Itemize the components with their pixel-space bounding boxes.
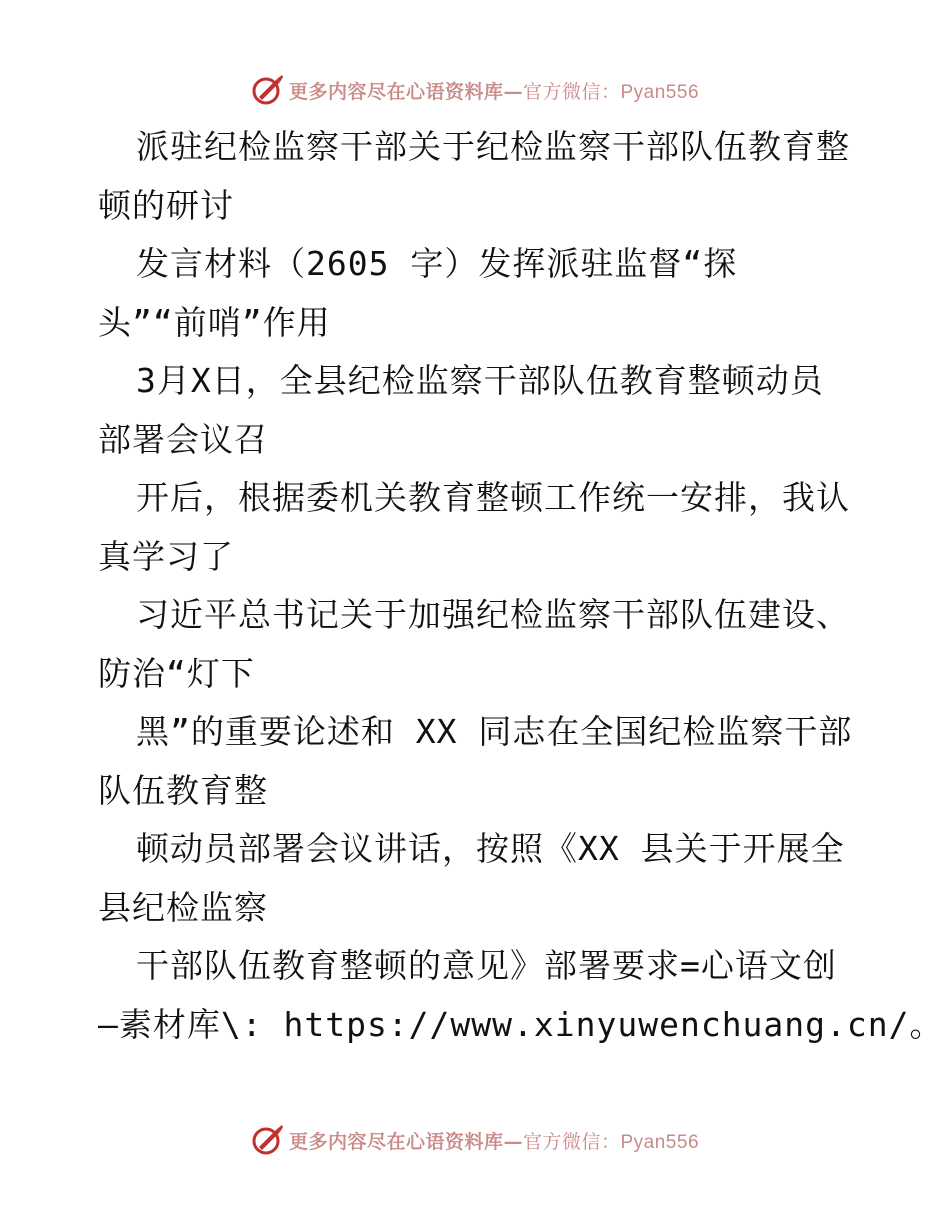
document-line: 黑”的重要论述和 XX 同志在全国纪检监察干部 (136, 712, 853, 751)
header-banner-text (289, 77, 699, 104)
document-line: 开后，根据委机关教育整顿工作统一安排，我认 (136, 478, 850, 517)
header-site-text: 更多内容尽在心语资料库 (288, 80, 504, 103)
document-line: 队伍教育整 (98, 770, 268, 810)
document-line: —素材库\: https://www.xinyuwenchuang.cn/。 (98, 1004, 944, 1044)
document-line: 习近平总书记关于加强纪检监察干部队伍建设、 (136, 595, 850, 634)
document-body (98, 118, 944, 1054)
document-line: 部署会议召 (98, 419, 268, 459)
header-banner (0, 70, 950, 110)
document-line: 真学习了 (98, 536, 234, 576)
document-line: 顿动员部署会议讲话，按照《XX 县关于开展全 (136, 829, 845, 868)
document-line: 顿的研讨 (98, 185, 234, 225)
logo-icon (251, 73, 285, 107)
footer-banner-text (289, 1127, 699, 1154)
document-line: 派驻纪检监察干部关于纪检监察干部队伍教育整 (136, 127, 850, 166)
document-line: 头”“前哨”作用 (98, 302, 331, 342)
document-line: 发言材料（2605 字）发挥派驻监督“探 (136, 244, 738, 283)
footer-banner (0, 1120, 950, 1160)
document-line: 3月X日，全县纪检监察干部队伍教育整顿动员 (136, 361, 824, 400)
footer-separator: — (503, 1130, 523, 1153)
footer-wechat-text: 官方微信：Pyan556 (523, 1131, 700, 1153)
document-line: 防治“灯下 (98, 653, 255, 693)
header-separator: — (503, 80, 523, 103)
header-wechat-text: 官方微信：Pyan556 (523, 81, 700, 103)
document-line: 干部队伍教育整顿的意见》部署要求=心语文创 (136, 946, 837, 985)
footer-site-text: 更多内容尽在心语资料库 (288, 1130, 504, 1153)
logo-icon (251, 1123, 285, 1157)
document-line: 县纪检监察 (98, 887, 268, 927)
